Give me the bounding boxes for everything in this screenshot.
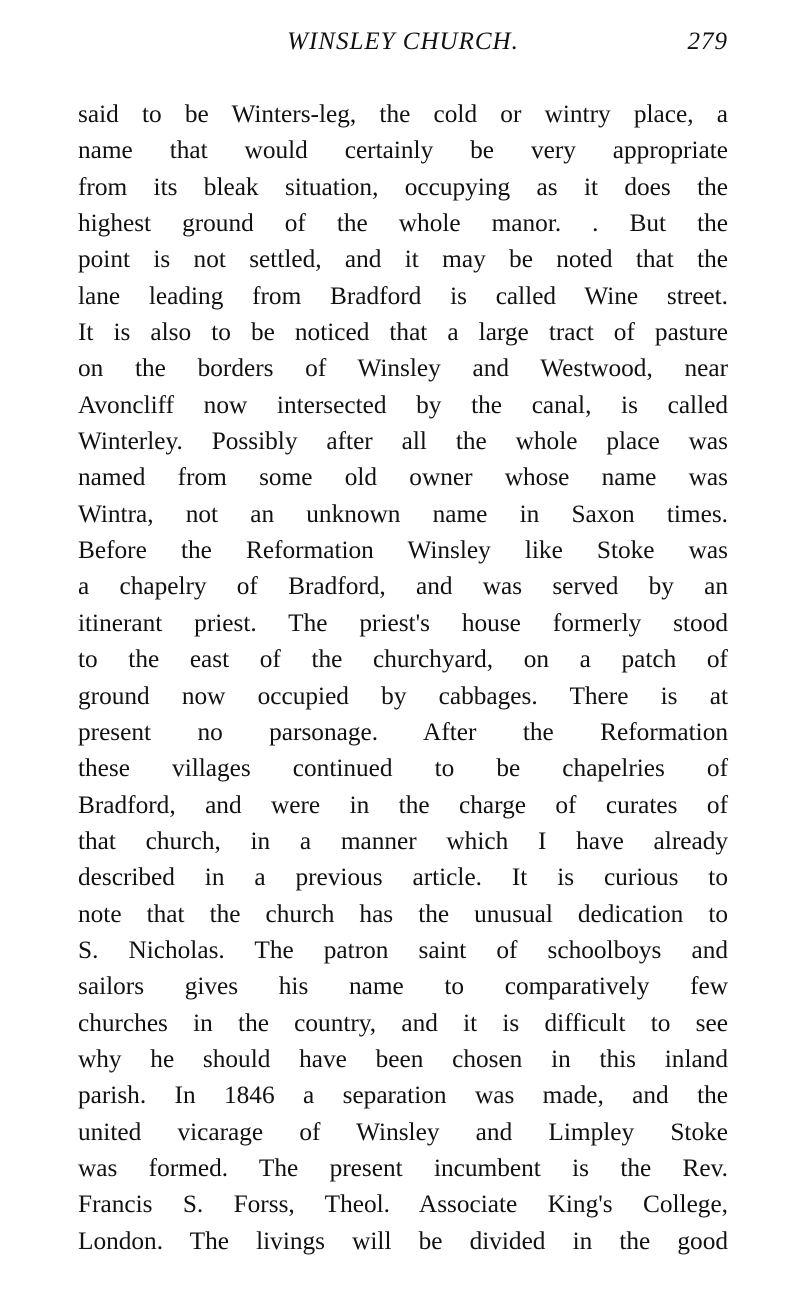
- text-line: sailors gives his name to comparatively few: [78, 972, 728, 1001]
- text-line: on the borders of Winsley and Westwood, near: [78, 354, 728, 383]
- body-text: [78, 96, 728, 1259]
- text-line: Avoncliff now intersected by the canal, is called: [78, 390, 728, 419]
- text-line: why he should have been chosen in this inland: [78, 1044, 728, 1073]
- text-line: name that would certainly be very appropriate: [78, 136, 728, 165]
- text-line: ground now occupied by cabbages. There is at: [78, 681, 728, 710]
- running-head: [78, 28, 728, 68]
- text-line: churches in the country, and it is difficult to see: [78, 1008, 728, 1037]
- text-line: to the east of the churchyard, on a patch of: [78, 645, 728, 674]
- text-line: named from some old owner whose name was: [78, 463, 728, 492]
- text-line: Francis S. Forss, Theol. Associate King's College,: [78, 1190, 728, 1219]
- text-line: point is not settled, and it may be noted that the: [78, 245, 728, 274]
- text-line: London. The livings will be divided in the good: [78, 1226, 728, 1255]
- text-line: It is also to be noticed that a large tract of pasture: [78, 318, 728, 347]
- text-line: Wintra, not an unknown name in Saxon times.: [78, 499, 728, 528]
- text-line: a chapelry of Bradford, and was served by an: [78, 572, 728, 601]
- text-line: united vicarage of Winsley and Limpley Stoke: [78, 1117, 728, 1146]
- text-line: said to be Winters-leg, the cold or wintry place, a: [78, 100, 728, 128]
- text-line: Winterley. Possibly after all the whole place was: [78, 427, 728, 456]
- text-line: that church, in a manner which I have already: [78, 826, 728, 855]
- running-title: WINSLEY CHURCH.: [287, 28, 519, 55]
- text-line: these villages continued to be chapelries of: [78, 754, 728, 783]
- text-line: was formed. The present incumbent is the Rev.: [78, 1153, 728, 1182]
- text-line: Bradford, and were in the charge of curates of: [78, 790, 728, 819]
- text-line: lane leading from Bradford is called Wine street.: [78, 281, 728, 310]
- text-line: present no parsonage. After the Reformation: [78, 717, 728, 746]
- text-line: described in a previous article. It is curious to: [78, 863, 728, 892]
- text-line: itinerant priest. The priest's house formerly stood: [78, 608, 728, 637]
- text-line: S. Nicholas. The patron saint of schoolboys and: [78, 935, 728, 964]
- text-line: highest ground of the whole manor. . But the: [78, 209, 728, 238]
- text-line: Before the Reformation Winsley like Stoke was: [78, 536, 728, 565]
- text-line: parish. In 1846 a separation was made, and the: [78, 1081, 728, 1110]
- text-line: from its bleak situation, occupying as it does the: [78, 172, 728, 201]
- page-number: 279: [687, 28, 728, 55]
- text-line: note that the church has the unusual dedication to: [78, 899, 728, 928]
